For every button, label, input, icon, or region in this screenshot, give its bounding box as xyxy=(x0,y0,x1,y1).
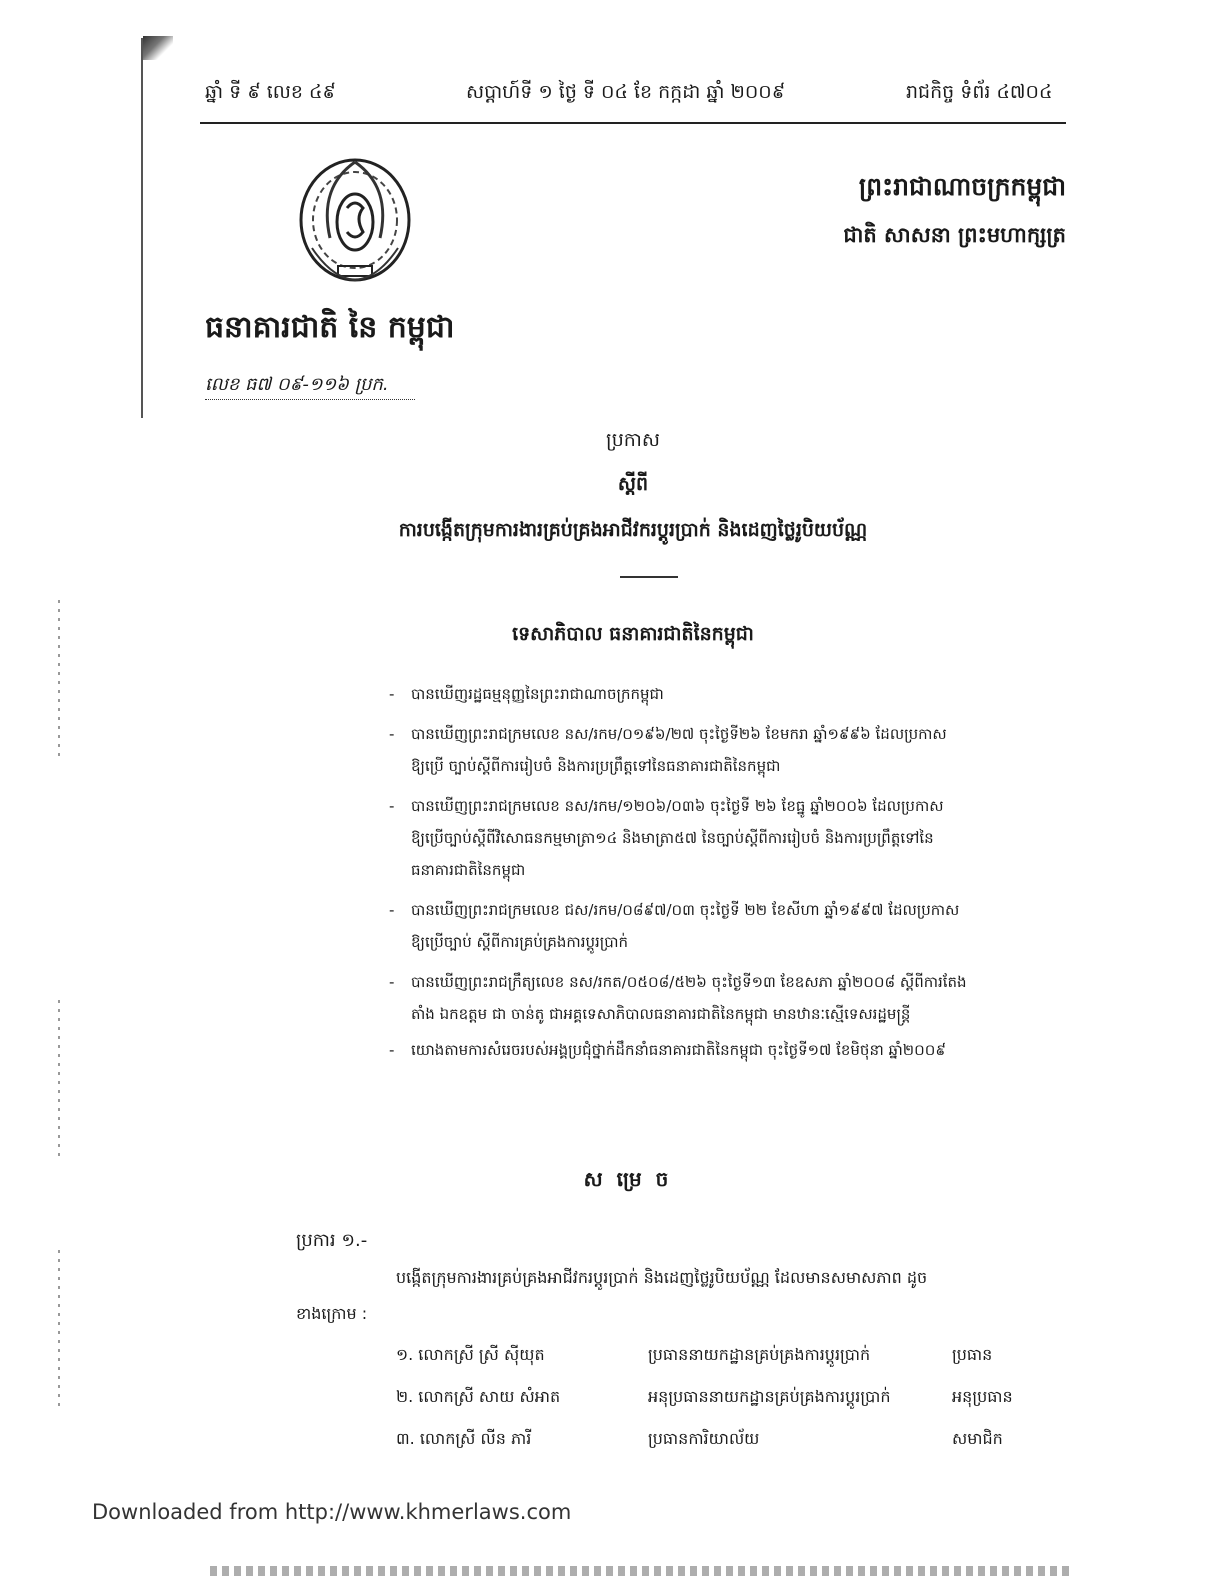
gazette-date: សប្តាហ៍ទី ១ ថ្ងៃ ទី ០៤ ខែ កក្កដា ឆ្នាំ ២០០៩ xyxy=(466,81,786,103)
preamble-item: - បានឃើញព្រះរាជក្រឹត្យលេខ នស/រកត/០៥០៨/៥២៦ ចុះថ្ងៃទី១៣ ខែឧសភា ឆ្នាំ២០០៨ ស្តីពីការតែង តាំង ឯកឧត្តម ជា ចាន់តូ ជាអគ្គទេសាភិបាលធនាគារជាតិនៃកម្ពុជា មានឋានៈស្មើទេសរដ្ឋមន្ត្រី xyxy=(385,966,1045,1030)
download-source: Downloaded from http://www.khmerlaws.com xyxy=(92,1500,572,1524)
scan-corner-mark xyxy=(143,36,173,60)
preamble-item: - បានឃើញព្រះរាជក្រមលេខ នស/រកម/០១៩៦/២៧ ចុះថ្ងៃទី២៦ ខែមករា ឆ្នាំ១៩៩៦ ដែលប្រកាស ឱ្យប្រើ ច្បាប់ស្តីពីការរៀបចំ និងការប្រព្រឹត្តទៅនៃធនាគារជាតិនៃកម្ពុជា xyxy=(385,718,1045,782)
national-bank-emblem-icon xyxy=(292,148,418,288)
member-position: ប្រធាននាយកដ្ឋានគ្រប់គ្រងការប្តូរប្រាក់ xyxy=(648,1345,871,1364)
member-name: ៣. លោកស្រី លីន ភារី xyxy=(396,1429,532,1448)
gazette-page: រាជកិច្ច ទំព័រ ៤៧០៤ xyxy=(906,81,1053,103)
header-divider xyxy=(200,122,1066,124)
member-row xyxy=(396,1386,1056,1428)
title-divider xyxy=(620,576,678,578)
preamble-item: - បានឃើញព្រះរាជក្រមលេខ ជស/រកម/០៨៩៧/០៣ ចុះថ្ងៃទី ២២ ខែសីហា ឆ្នាំ១៩៩៧ ដែលប្រកាស ឱ្យប្រើច្បាប់ ស្តីពីការគ្រប់គ្រងការប្តូរប្រាក់ xyxy=(385,894,1045,958)
document-about: ស្តីពី xyxy=(617,473,649,495)
preamble-item: - បានឃើញរដ្ឋធម្មនុញ្ញនៃព្រះរាជាណាចក្រកម្ពុជា xyxy=(385,678,1045,710)
member-name: ១. លោកស្រី ស្រី ស៊ីយុត xyxy=(396,1345,545,1364)
issuing-authority: ទេសាភិបាល ធនាគារជាតិនៃកម្ពុជា xyxy=(512,623,754,645)
preamble-item: - បានឃើញព្រះរាជក្រមលេខ នស/រកម/១២០៦/០៣៦ ចុះថ្ងៃទី ២៦ ខែធ្នូ ឆ្នាំ២០០៦ ដែលប្រកាស ឱ្យប្រើច្បាប់ស្តីពីវិសោធនកម្មមាត្រា១៤ និងមាត្រា៥៧ នៃច្បាប់ស្តីពីការរៀបចំ និងការប្រព្រឹត្តទៅនៃ ធនាគារជាតិនៃកម្ពុជា xyxy=(385,790,1045,886)
document-type: ប្រកាស xyxy=(606,429,660,451)
scan-dots xyxy=(58,1250,60,1410)
member-row xyxy=(396,1344,1056,1386)
member-row xyxy=(396,1428,1056,1470)
document-subject: ការបង្កើតក្រុមការងារគ្រប់គ្រងអាជីវករប្តូរប្រាក់ និងដេញថ្លៃរូបិយប័ណ្ណ xyxy=(398,519,868,541)
kingdom-motto: ជាតិ សាសនា ព្រះមហាក្សត្រ xyxy=(843,223,1066,247)
scan-edge-line xyxy=(141,38,143,418)
article-heading: ប្រការ ១.- xyxy=(296,1230,368,1251)
member-position: ប្រធានការិយាល័យ xyxy=(648,1429,760,1448)
member-name: ២. លោកស្រី សាយ សំអាត xyxy=(396,1387,561,1406)
member-role: សមាជិក xyxy=(952,1429,1003,1448)
member-role: ប្រធាន xyxy=(952,1345,993,1364)
gazette-issue: ឆ្នាំ ទី ៩ លេខ ៤៩ xyxy=(205,81,336,103)
scan-dots xyxy=(58,600,60,760)
decision-heading: សម្រេច xyxy=(583,1167,683,1191)
article-body: បង្កើតក្រុមការងារគ្រប់គ្រងអាជីវករប្តូរប្រាក់ និងដេញថ្លៃរូបិយប័ណ្ណ ដែលមានសមាសភាព ដូច ខាងក្រោម : xyxy=(296,1268,928,1323)
preamble-item: - យោងតាមការសំរេចរបស់អង្គប្រជុំថ្នាក់ដឹកនាំធនាគារជាតិនៃកម្ពុជា ចុះថ្ងៃទី១៧ ខែមិថុនា ឆ្នាំ២០០៩ xyxy=(385,1034,1045,1066)
reference-number: លេខ ធ៧ ០៩-១១៦ ប្រក. xyxy=(205,372,415,400)
member-role: អនុប្រធាន xyxy=(952,1387,1013,1406)
scan-dots xyxy=(58,1000,60,1160)
cropped-footer-text xyxy=(210,1566,1070,1576)
kingdom-name: ព្រះរាជាណាចក្រកម្ពុជា xyxy=(858,172,1066,201)
members-list xyxy=(396,1344,1056,1470)
member-position: អនុប្រធាននាយកដ្ឋានគ្រប់គ្រងការប្តូរប្រាក់ xyxy=(648,1387,891,1406)
preamble-list xyxy=(385,678,1045,1066)
issuer-name: ធនាគារជាតិ នៃ កម្ពុជា xyxy=(205,310,455,345)
